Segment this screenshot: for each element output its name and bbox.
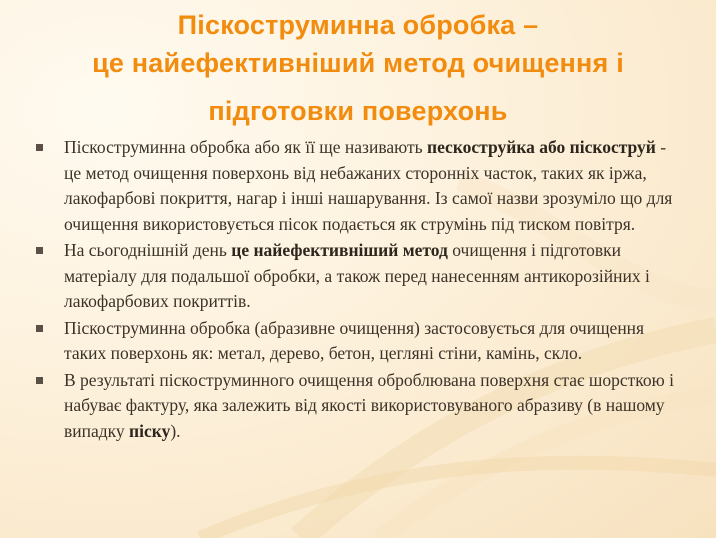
bullet-bold-text: піску — [129, 420, 171, 441]
slide-title-line-1: Піскоструминна обробка – — [177, 10, 539, 40]
bullet-text: очищення і підготовки матеріалу для подальшої обробки, а також перед нанесенням антикорозійних і лакофарбових покриттів. — [64, 240, 650, 311]
bullet-text: ). — [170, 420, 181, 441]
bullet-bold-text: пескоструйка або піскоструй — [426, 137, 656, 157]
square-bullet-icon — [36, 377, 43, 384]
bullet-item-4 — [36, 368, 676, 445]
bullet-text: Піскоструминна обробка або як її ще називають — [64, 137, 427, 157]
bullet-list — [36, 135, 676, 445]
bullet-item-2 — [36, 238, 676, 315]
square-bullet-icon — [36, 144, 43, 151]
slide-title-line-3: підготовки поверхонь — [208, 96, 508, 126]
bullet-item-3 — [36, 316, 676, 367]
bullet-text: Піскоструминна обробка (абразивне очищення) застосовується для очищення таких поверхонь як: метал, дерево, бетон, цегляні стіни, камінь, скло. — [64, 317, 645, 363]
square-bullet-icon — [36, 247, 43, 254]
slide-title-line-2: це найефективніший метод очищення і — [92, 48, 624, 78]
bullet-item-1 — [36, 135, 676, 237]
square-bullet-icon — [36, 325, 43, 332]
bullet-bold-text: це найефективніший метод — [231, 240, 448, 260]
bullet-text: - це метод очищення поверхонь від небажаних сторонніх часток, таких як іржа, лакофарбові покриття, нагар і інші нашарування. Із самої назви зрозуміло що для очищення використовується пісок подається як струмінь під тиском повітря. — [64, 137, 673, 234]
bullet-text: В результаті піскоструминного очищення оброблювана поверхня стає шорсткою і набуває фактуру, яка залежить від якості використовуваного абразиву (в нашому випадку — [64, 369, 674, 441]
bullet-text: На сьогоднішній день — [64, 240, 232, 260]
